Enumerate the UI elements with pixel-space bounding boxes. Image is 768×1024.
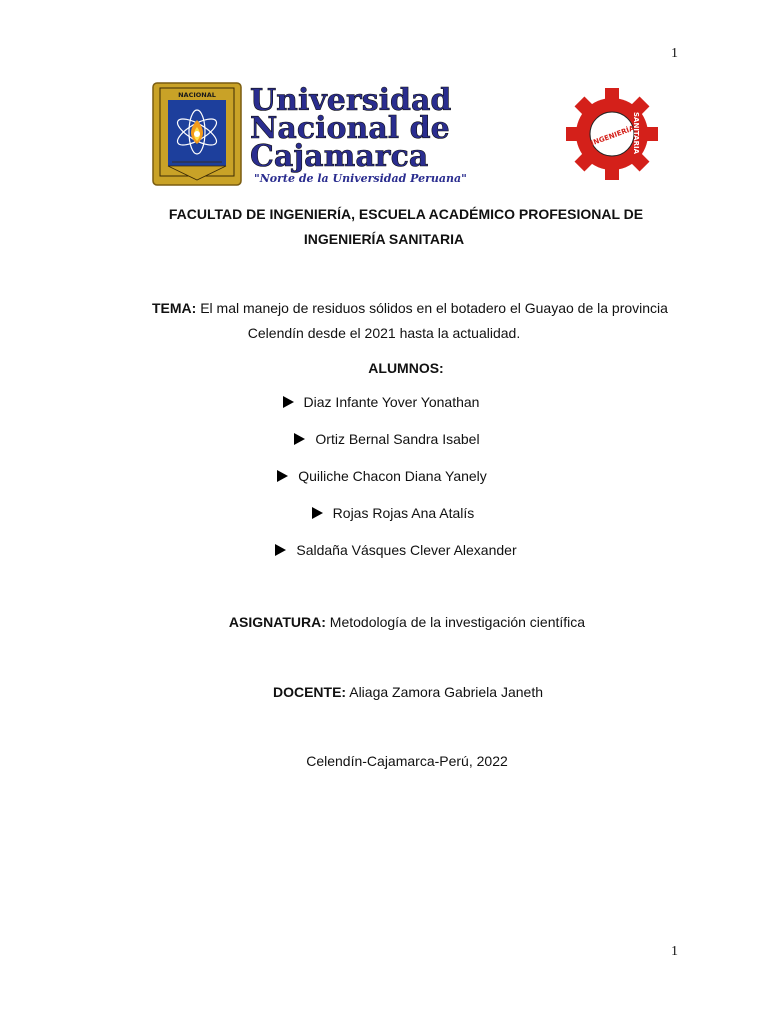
- asignatura-line: [23, 613, 768, 631]
- tema-label: TEMA:: [152, 300, 197, 316]
- list-item: [0, 393, 765, 411]
- bullet-arrow-icon: [275, 544, 286, 556]
- university-banner: [152, 82, 658, 188]
- list-item: [9, 504, 768, 522]
- university-seal-logo: [152, 82, 242, 186]
- bullet-arrow-icon: [294, 433, 305, 445]
- list-item: [0, 467, 766, 485]
- tema-line-1: [152, 299, 668, 317]
- tema-text-1: El mal manejo de residuos sólidos en el botadero el Guayao de la provincia: [196, 300, 668, 316]
- logo-name-line2: Nacional de: [250, 111, 450, 146]
- logo-name-line3: Cajamarca: [250, 139, 429, 174]
- bullet-arrow-icon: [283, 396, 294, 408]
- docente-line: [24, 683, 768, 701]
- student-name: Ortiz Bernal Sandra Isabel: [315, 431, 480, 447]
- gear-vertical-text: SANITARIA: [632, 112, 640, 154]
- student-name: Diaz Infante Yover Yonathan: [303, 394, 480, 410]
- student-name: Rojas Rojas Ana Atalís: [332, 505, 475, 521]
- alumnos-label: ALUMNOS:: [368, 360, 444, 376]
- faculty-line-1: FACULTAD DE INGENIERÍA, ESCUELA ACADÉMICO PROFESIONAL DE: [168, 206, 644, 222]
- university-name-logo: [248, 82, 566, 188]
- seal-top-text: NACIONAL: [178, 91, 216, 99]
- bullet-arrow-icon: [312, 507, 323, 519]
- list-item: [3, 430, 768, 448]
- asignatura-value: Metodología de la investigación científica: [325, 614, 586, 630]
- logo-motto: "Norte de la Universidad Peruana": [254, 172, 467, 185]
- page-number-bottom: 1: [671, 944, 678, 959]
- tema-text-2: Celendín desde el 2021 hasta la actualidad.: [247, 325, 521, 341]
- faculty-line-2: INGENIERÍA SANITARIA: [303, 231, 465, 247]
- student-name: Quiliche Chacon Diana Yanely: [298, 468, 487, 484]
- gear-text: INGENIERÍA: [589, 124, 636, 148]
- docente-label: DOCENTE:: [272, 684, 347, 700]
- bullet-arrow-icon: [277, 470, 288, 482]
- student-name: Saldaña Vásques Clever Alexander: [296, 542, 517, 558]
- page-number-top: 1: [671, 46, 678, 61]
- sanitary-engineering-gear-logo: [566, 82, 658, 186]
- logo-name-line1: Universidad: [250, 83, 452, 118]
- place-date: Celendín-Cajamarca-Perú, 2022: [306, 753, 508, 769]
- docente-value: Aliaga Zamora Gabriela Janeth: [346, 684, 543, 700]
- asignatura-label: ASIGNATURA:: [228, 614, 326, 630]
- list-item: [12, 541, 768, 559]
